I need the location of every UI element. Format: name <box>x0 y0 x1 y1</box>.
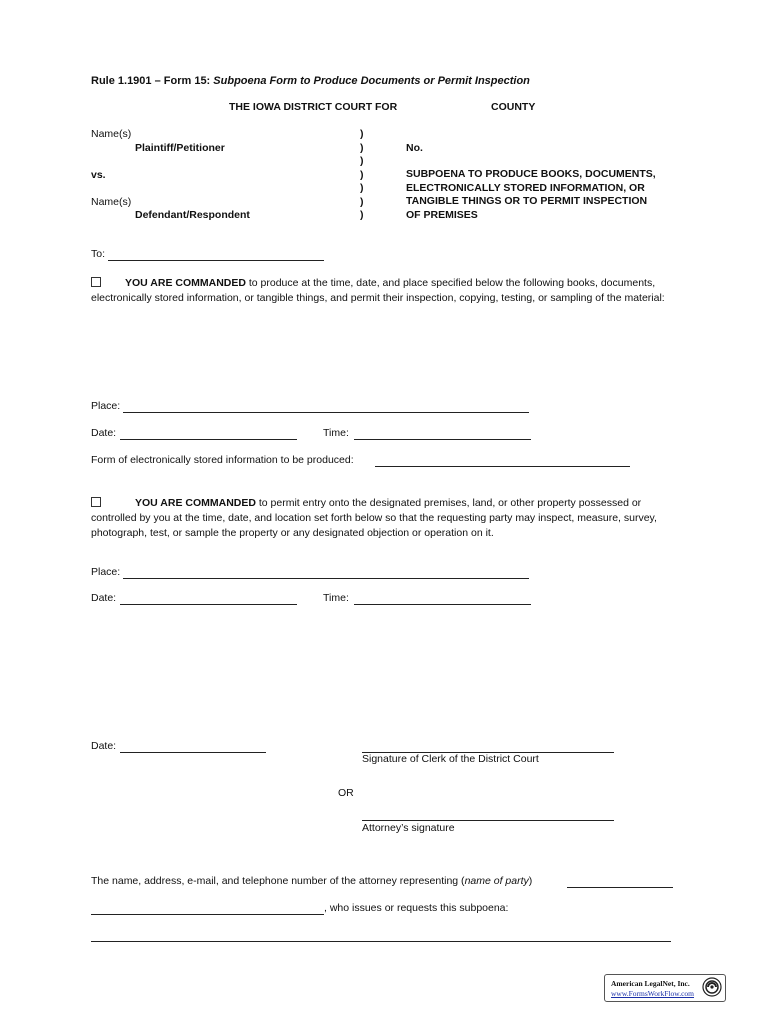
issues-subpoena-label: , who issues or requests this subpoena: <box>324 902 509 914</box>
entry-checkbox[interactable] <box>91 497 101 507</box>
place-label: Place: <box>91 400 121 412</box>
signature-date-label: Date: <box>91 740 117 752</box>
premises-date-label: Date: <box>91 592 117 604</box>
premises-date-field[interactable] <box>120 592 297 605</box>
publisher-logo-icon <box>702 977 722 997</box>
court-name: THE IOWA DISTRICT COURT FOR <box>229 101 398 113</box>
defendant-role-label: Defendant/Respondent <box>135 209 250 221</box>
date-field[interactable] <box>120 427 297 440</box>
form-title: Subpoena Form to Produce Documents or Permit Inspection <box>213 75 530 87</box>
clerk-signature-label: Signature of Clerk of the District Court <box>362 753 539 765</box>
command-entry-paragraph <box>91 496 681 541</box>
place-field[interactable] <box>123 400 529 413</box>
plaintiff-role-label: Plaintiff/Petitioner <box>135 142 225 154</box>
attorney-info-line: The name, address, e-mail, and telephone number of the attorney representing (name of party) <box>91 875 533 887</box>
caption-bracket: ) ) ) ) ) ) ) <box>360 128 364 221</box>
attorney-contact-field[interactable] <box>91 929 671 942</box>
or-label: OR <box>338 787 354 799</box>
commanded-label: YOU ARE COMMANDED <box>135 497 256 509</box>
publisher-website-link[interactable]: www.FormsWorkFlow.com <box>611 989 695 998</box>
premises-time-field[interactable] <box>354 592 531 605</box>
time-field[interactable] <box>354 427 531 440</box>
command-produce-paragraph <box>91 276 681 306</box>
commanded-label: YOU ARE COMMANDED <box>125 277 246 289</box>
county-label: COUNTY <box>491 101 536 113</box>
publisher-name: American LegalNet, Inc. <box>611 979 690 988</box>
rule-number: Rule 1.1901 – Form 15: <box>91 75 211 87</box>
premises-place-field[interactable] <box>123 566 529 579</box>
attorney-signature-label: Attorney’s signature <box>362 822 455 834</box>
publisher-footer <box>604 974 726 1002</box>
defendant-names-label: Name(s) <box>91 196 132 208</box>
date-label: Date: <box>91 427 117 439</box>
case-number-label: No. <box>406 142 423 154</box>
premises-time-label: Time: <box>323 592 349 604</box>
clerk-signature-field[interactable] <box>362 740 614 753</box>
party-name-hint: name of party <box>464 875 529 887</box>
signature-date-field[interactable] <box>120 740 266 753</box>
attorney-signature-field[interactable] <box>362 808 614 821</box>
to-label: To: <box>91 248 106 260</box>
form-heading <box>91 75 530 87</box>
produce-instructions: to produce at the time, date, and place specified below the following books, documents, electronically stored information, or tangible things, and permit their inspection, copying, testing, or sampling of the material: <box>91 277 665 304</box>
time-label: Time: <box>323 427 349 439</box>
entry-instructions: to permit entry onto the designated premises, land, or other property possessed or controlled by you at the time, date, and location set forth below so that the requesting party may inspect, measure, survey, photograph, test, or sample the property or any designated objection or operation on it. <box>91 497 657 539</box>
versus-label: vs. <box>91 169 106 181</box>
subpoena-title: SUBPOENA TO PRODUCE BOOKS, DOCUMENTS, ELECTRONICALLY STORED INFORMATION, OR TANGIBLE THINGS OR TO PERMIT INSPECTION OF PREMISES <box>406 168 656 221</box>
esi-form-label: Form of electronically stored information to be produced: <box>91 454 354 466</box>
produce-checkbox[interactable] <box>91 277 101 287</box>
to-field[interactable] <box>108 248 324 261</box>
attorney-name-field[interactable] <box>91 902 324 915</box>
premises-place-label: Place: <box>91 566 121 578</box>
plaintiff-names-label: Name(s) <box>91 128 132 140</box>
party-name-field[interactable] <box>567 875 673 888</box>
esi-form-field[interactable] <box>375 454 630 467</box>
